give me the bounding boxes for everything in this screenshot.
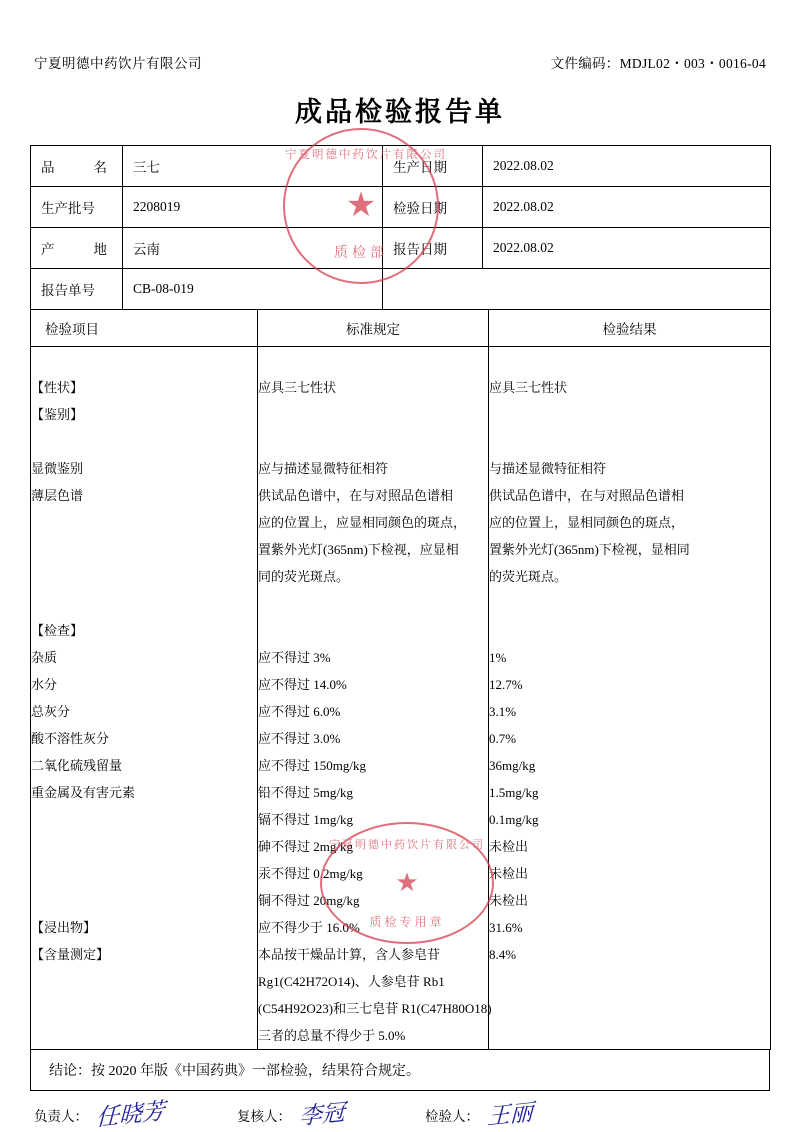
responsible-signature: 任晓芳 (95, 1098, 166, 1132)
item-identification: 【鉴别】 (31, 407, 84, 422)
standard-content-1: 本品按干燥品计算，含人参皂苷 (258, 947, 441, 962)
standard-content-3: (C54H92O23)和三七皂苷 R1(C47H80O18) (258, 1001, 492, 1016)
item-moisture: 水分 (31, 677, 58, 692)
standard-tlc-1: 供试品色谱中，在与对照品色谱相 (258, 488, 454, 503)
inspection-date-label: 检验日期 (383, 187, 483, 228)
result-sulfur-dioxide: 36mg/kg (489, 758, 536, 773)
product-name-value: 三七 (123, 146, 383, 187)
batch-label: 生产批号 (31, 187, 123, 228)
result-acid-insoluble-ash: 0.7% (489, 731, 517, 746)
standard-microscopic: 应与描述显微特征相符 (258, 461, 389, 476)
result-microscopic: 与描述显微特征相符 (489, 461, 607, 476)
report-no-empty-cell (383, 269, 771, 310)
star-icon: ★ (345, 187, 377, 224)
item-tlc: 薄层色谱 (31, 488, 84, 503)
result-tlc-1: 供试品色谱中，在与对照品色谱相 (489, 488, 685, 503)
result-column (489, 347, 771, 1050)
item-acid-insoluble-ash: 酸不溶性灰分 (31, 731, 110, 746)
standard-arsenic: 砷不得过 2mg/kg (258, 839, 353, 854)
origin-label: 产 地 (31, 228, 123, 269)
item-total-ash: 总灰分 (31, 704, 71, 719)
report-date-label: 报告日期 (383, 228, 483, 269)
report-no-value: CB-08-019 (123, 269, 383, 310)
standard-cadmium: 镉不得过 1mg/kg (258, 812, 353, 827)
doc-code (551, 52, 766, 72)
page-header (30, 52, 770, 72)
table-row (31, 269, 771, 310)
standard-sulfur-dioxide: 应不得过 150mg/kg (258, 758, 366, 773)
col-header-item: 检验项目 (31, 310, 258, 347)
standard-moisture: 应不得过 14.0% (258, 677, 347, 692)
standard-total-ash: 应不得过 6.0% (258, 704, 341, 719)
result-tlc-3: 置紫外光灯(365nm)下检视，显相同 (489, 542, 690, 557)
standard-tlc-3: 置紫外光灯(365nm)下检视，应显相 (258, 542, 459, 557)
doc-code-value: MDJL02・003・0016-04 (619, 56, 766, 71)
reviewer-label: 复核人： (237, 1109, 291, 1124)
result-cadmium: 0.1mg/kg (489, 812, 539, 827)
item-sulfur-dioxide: 二氧化硫残留量 (31, 758, 123, 773)
star-icon: ★ (395, 868, 419, 897)
signature-row (30, 1098, 770, 1132)
conclusion: 结论：按 2020 年版《中国药典》一部检验，结果符合规定。 (30, 1050, 770, 1091)
seal-bottom-department: 质检专用章 (369, 915, 445, 929)
item-extract: 【浸出物】 (31, 920, 97, 935)
responsible-label: 负责人： (34, 1109, 88, 1124)
table-row (31, 228, 771, 269)
col-header-result: 检验结果 (489, 310, 771, 347)
doc-code-label: 文件编码： (550, 56, 620, 71)
standard-trait: 应具三七性状 (258, 380, 337, 395)
results-body-row (31, 347, 771, 1050)
page-title: 成品检验报告单 (295, 97, 505, 127)
standard-extract: 应不得少于 16.0% (258, 920, 360, 935)
seal-top-department: 质检部 (334, 246, 388, 261)
product-name-label: 品 名 (31, 146, 123, 187)
result-content: 8.4% (489, 947, 517, 962)
table-row (31, 146, 771, 187)
production-date-value: 2022.08.02 (483, 146, 771, 187)
standard-lead: 铅不得过 5mg/kg (258, 785, 353, 800)
items-column (31, 347, 258, 1050)
inspector-signature: 王丽 (486, 1099, 534, 1131)
reviewer-signature: 李冠 (298, 1099, 346, 1131)
item-content: 【含量测定】 (31, 947, 110, 962)
item-trait: 【性状】 (31, 380, 84, 395)
report-date-value: 2022.08.02 (483, 228, 771, 269)
standard-column (258, 347, 492, 1050)
item-examination: 【检查】 (31, 623, 84, 638)
reviewer (237, 1099, 346, 1131)
result-total-ash: 3.1% (489, 704, 517, 719)
standard-content-4: 三者的总量不得少于 5.0% (258, 1028, 406, 1043)
info-table (30, 145, 771, 310)
responsible-person (34, 1098, 166, 1132)
origin-value: 云南 (123, 228, 383, 269)
company-name: 宁夏明德中药饮片有限公司 (34, 56, 202, 71)
result-trait: 应具三七性状 (489, 380, 568, 395)
results-table (30, 310, 771, 1050)
result-impurity: 1% (489, 650, 507, 665)
inspector-label: 检验人： (425, 1109, 479, 1124)
standard-content-2: Rg1(C42H72O14)、人参皂苷 Rb1 (258, 974, 445, 989)
result-extract: 31.6% (489, 920, 523, 935)
inspector (425, 1099, 534, 1131)
seal-top-text: 宁夏明德中药饮片有限公司 (285, 149, 447, 161)
result-lead: 1.5mg/kg (489, 785, 539, 800)
result-moisture: 12.7% (489, 677, 523, 692)
standard-tlc-4: 同的荧光斑点。 (258, 569, 350, 584)
standard-impurity: 应不得过 3% (258, 650, 331, 665)
result-tlc-2: 应的位置上，显相同颜色的斑点， (489, 515, 685, 530)
standard-tlc-2: 应的位置上，应显相同颜色的斑点， (258, 515, 467, 530)
result-tlc-4: 的荧光斑点。 (489, 569, 568, 584)
result-arsenic: 未检出 (489, 839, 529, 854)
results-header-row (31, 310, 771, 347)
batch-value: 2208019 (123, 187, 383, 228)
item-impurity: 杂质 (31, 650, 58, 665)
standard-copper: 铜不得过 20mg/kg (258, 893, 360, 908)
result-mercury: 未检出 (489, 866, 529, 881)
table-row (31, 187, 771, 228)
production-date-label: 生产日期 (383, 146, 483, 187)
standard-mercury: 汞不得过 0.2mg/kg (258, 866, 363, 881)
item-heavy-metals: 重金属及有害元素 (31, 785, 136, 800)
item-microscopic: 显微鉴别 (31, 461, 84, 476)
report-no-label: 报告单号 (31, 269, 123, 310)
inspection-date-value: 2022.08.02 (483, 187, 771, 228)
col-header-standard: 标准规定 (258, 310, 489, 347)
seal-bottom-text: 宁夏明德中药饮片有限公司 (329, 839, 485, 851)
result-copper: 未检出 (489, 893, 529, 908)
standard-acid-insoluble-ash: 应不得过 3.0% (258, 731, 341, 746)
